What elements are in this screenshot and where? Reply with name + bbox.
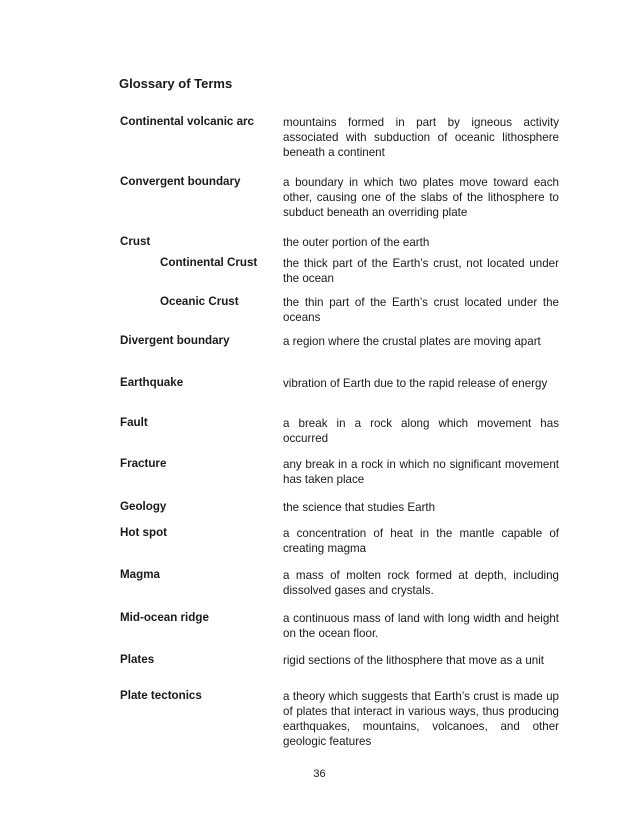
definition: a theory which suggests that Earth’s crust is made up of plates that interact in various ways, thus producing earthquakes, mountains, volcanoes, and other geologic features [283,690,559,748]
sub-term: Continental Crust [160,256,258,269]
term: Mid-ocean ridge [120,611,209,624]
definition: rigid sections of the lithosphere that move as a unit [283,654,545,667]
page-title: Glossary of Terms [119,76,233,91]
term: Crust [120,235,151,248]
definition: vibration of Earth due to the rapid release of energy [283,377,548,390]
definition: a region where the crustal plates are moving apart [283,335,541,348]
definition: a boundary in which two plates move toward each other, causing one of the slabs of the lithosphere to subduct beneath an overriding plate [283,176,559,219]
definition: the thick part of the Earth’s crust, not located under the ocean [283,257,559,285]
definition: any break in a rock in which no significant movement has taken place [283,458,559,486]
term: Magma [120,568,160,581]
term: Plates [120,653,155,666]
term: Convergent boundary [120,175,241,188]
definition: a mass of molten rock formed at depth, including dissolved gases and crystals. [283,569,559,597]
definition: mountains formed in part by igneous activity associated with subduction of oceanic lithosphere beneath a continent [283,116,559,159]
sub-term: Oceanic Crust [160,295,239,308]
term: Hot spot [120,526,168,539]
page-number: 36 [313,768,326,780]
definition: the thin part of the Earth’s crust located under the oceans [283,296,559,324]
definition: a concentration of heat in the mantle capable of creating magma [283,527,559,555]
term: Continental volcanic arc [120,115,255,128]
term: Plate tectonics [120,689,202,702]
definition: the outer portion of the earth [283,236,430,249]
term: Fault [120,416,148,429]
term: Earthquake [120,376,184,389]
term: Fracture [120,457,167,470]
term: Divergent boundary [120,334,230,347]
definition: a continuous mass of land with long width and height on the ocean floor. [283,612,559,640]
definition: a break in a rock along which movement has occurred [283,417,559,445]
definition: the science that studies Earth [283,501,436,514]
term: Geology [120,500,167,513]
